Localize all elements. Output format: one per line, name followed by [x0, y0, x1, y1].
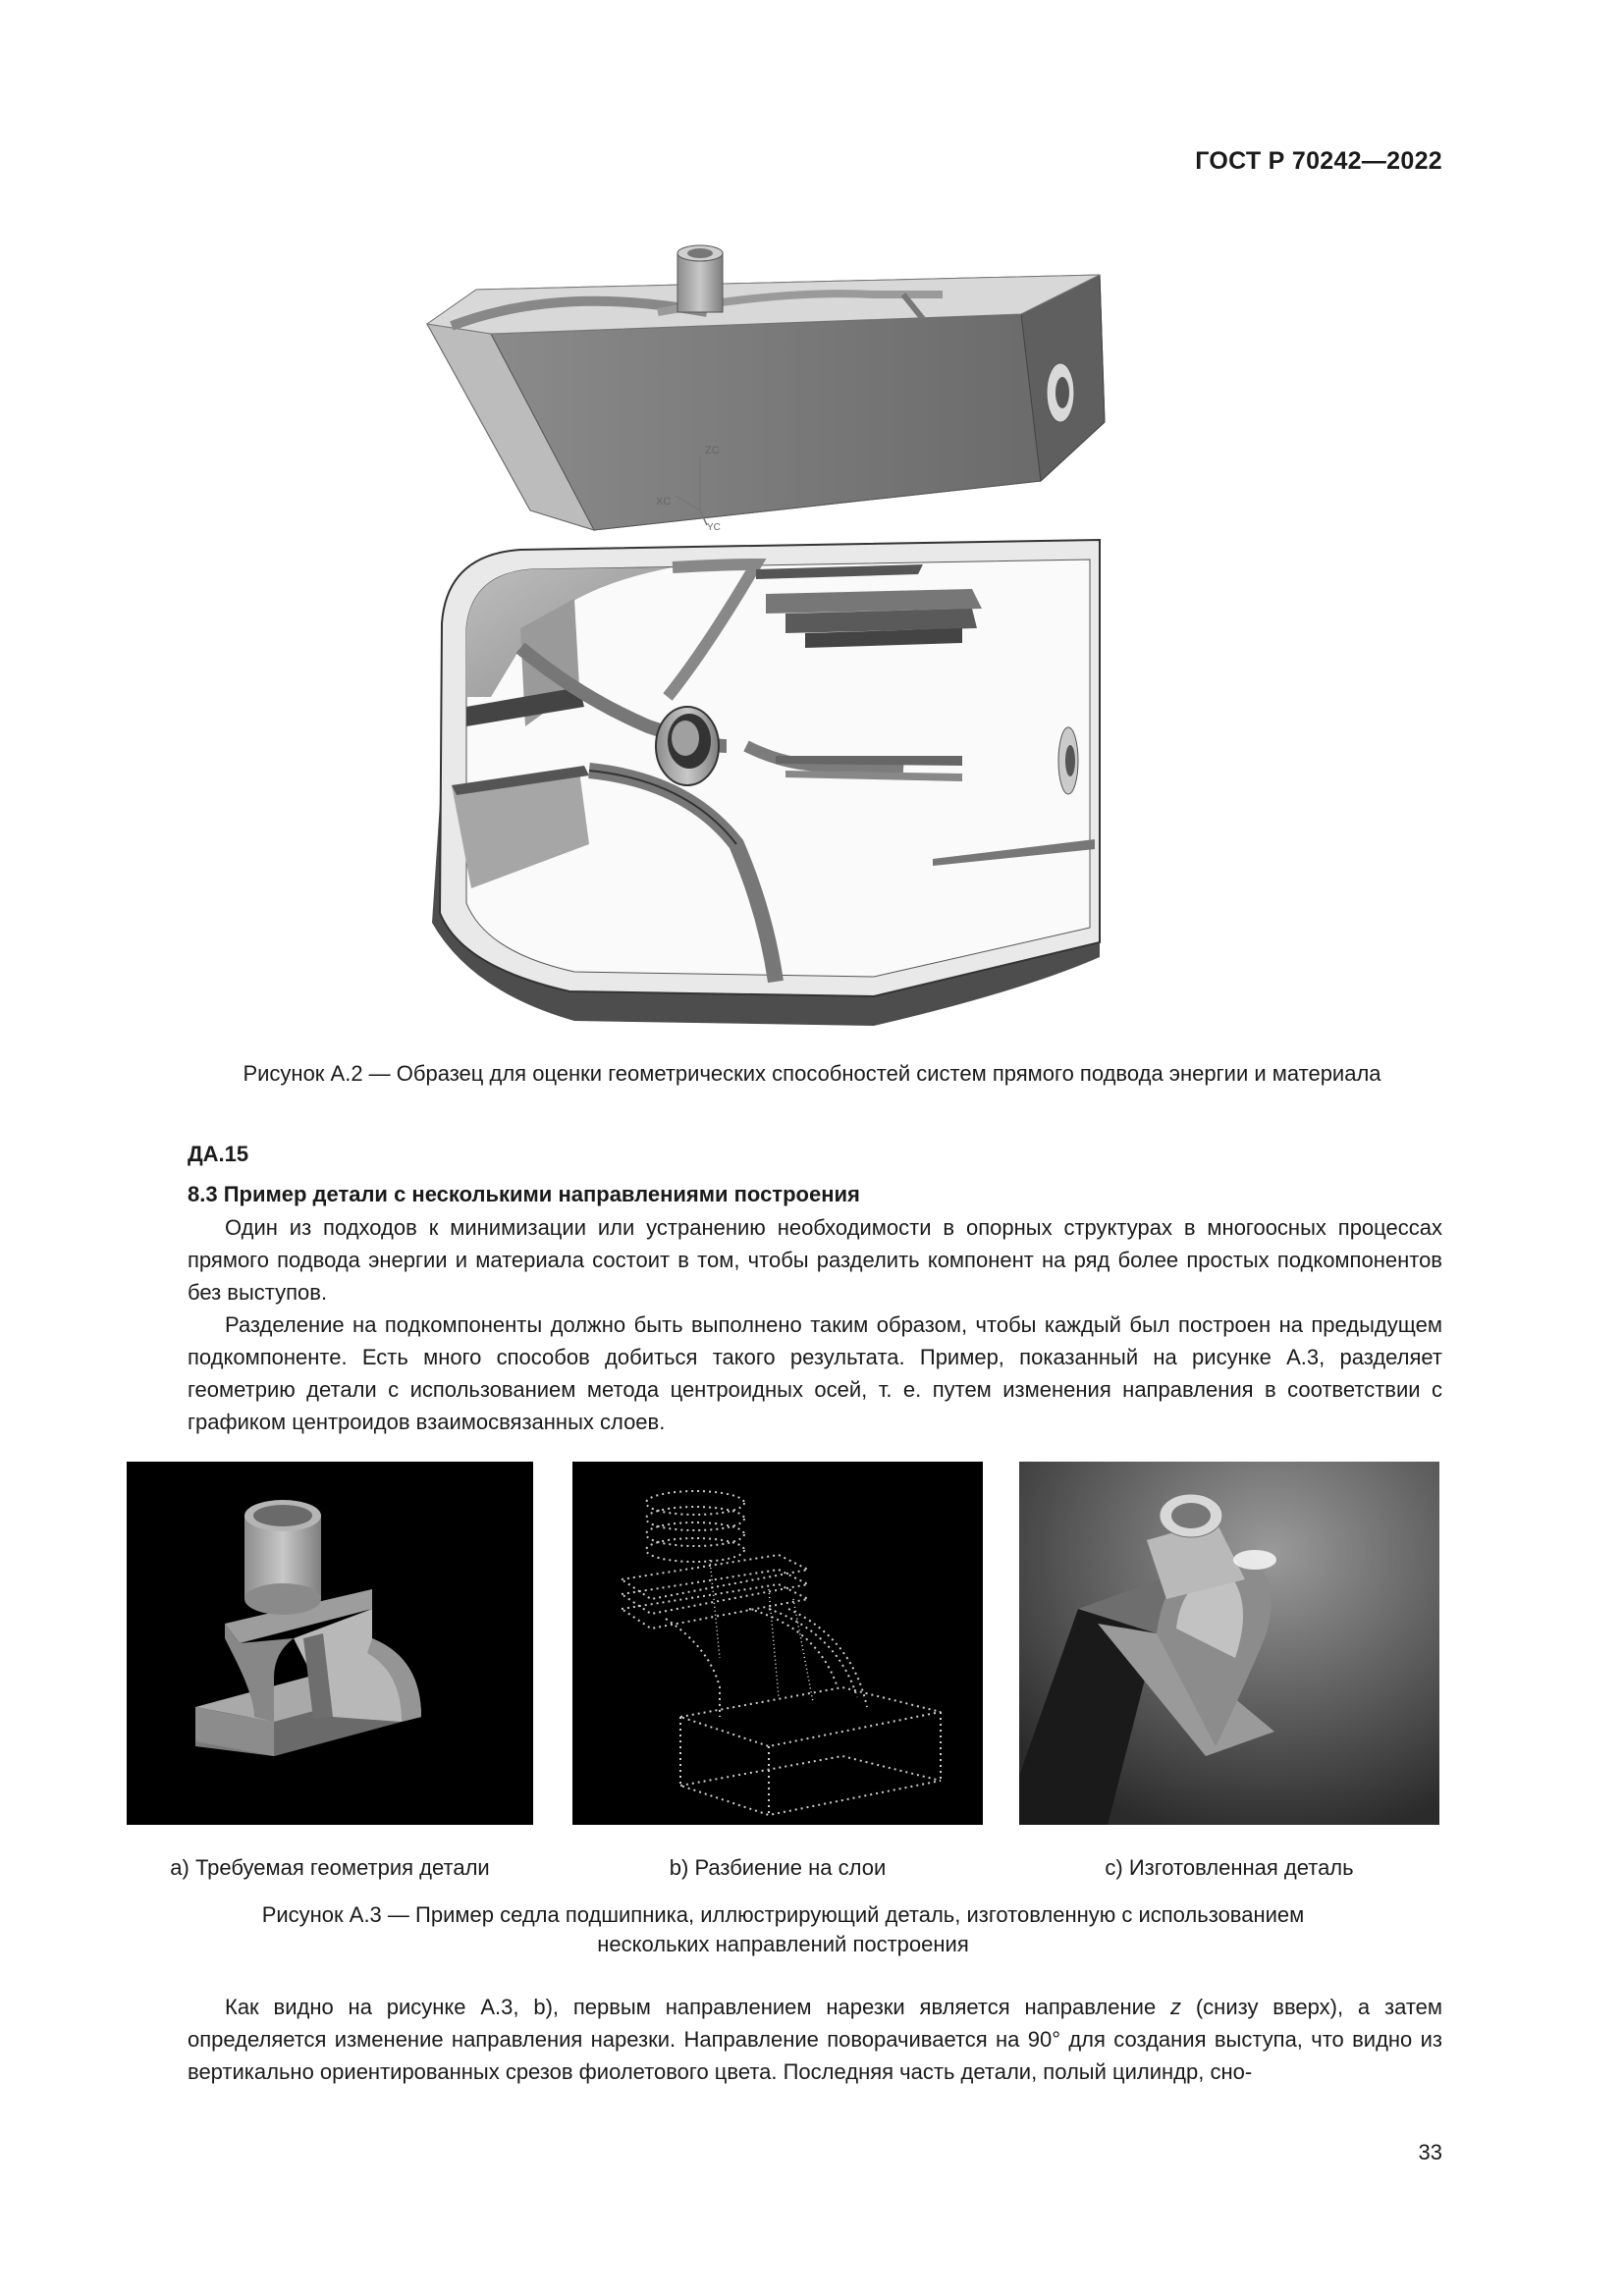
final-paragraph-part2: (снизу вверх), а затем определяется изменение направления нарезки. Направление поворачивается на 90° для создания выступа, что видно из вертикально ориентированных срезов фиолетового цвета. Последняя часть детали, полый цилиндр, сно-: [188, 1995, 1443, 2084]
subcaption-a: a) Требуемая геометрия детали: [170, 1855, 490, 1880]
figure-a3-caption-line1: Рисунок А.3 — Пример седла подшипника, иллюстрирующий деталь, изготовленную с использованием: [261, 1902, 1305, 1927]
paragraph-2: Разделение на подкомпоненты должно быть выполнено таким образом, чтобы каждый был построен на предыдущем подкомпоненте. Есть много способов добиться такого результата. Пример, показанный на рисунке А.3, разделяет геометрию детали с использованием метода центроидных осей, т. е. путем изменения направления в соответствии с графиком центроидов взаимосвязанных слоев.: [188, 1312, 1442, 1434]
figure-a3-image-c: [1019, 1462, 1439, 1825]
page-number: 33: [1418, 2140, 1442, 2164]
final-paragraph: [188, 1991, 1442, 2088]
cad-top-view-part: [427, 245, 1105, 533]
section-label: ДА.15: [188, 1142, 249, 1166]
subcaption-c: c) Изготовленная деталь: [1105, 1855, 1354, 1880]
figure-a2-caption: Рисунок А.2 — Образец для оценки геометрических способностей систем прямого подвода энергии и материала: [243, 1061, 1381, 1086]
subcaption-b: b) Разбиение на слои: [669, 1855, 887, 1880]
section-body: [188, 1211, 1442, 1438]
figure-a3-image-a: [127, 1462, 533, 1825]
cad-bottom-view-part: [432, 540, 1100, 1026]
figure-a2-image: [412, 236, 1159, 1036]
paragraph-1: Один из подходов к минимизации или устранению необходимости в опорных структурах в многоосных процессах прямого подвода энергии и материала состоит в том, чтобы разделить компонент на ряд более простых подкомпонентов без выступов.: [188, 1215, 1442, 1305]
axis-label-xc: XC: [656, 496, 672, 507]
axis-label-zc: ZC: [705, 445, 720, 456]
document-standard-number: ГОСТ Р 70242—2022: [1195, 147, 1442, 175]
axis-label-yc: YC: [707, 522, 721, 533]
figure-a3-image-b: [572, 1462, 983, 1825]
section-title: 8.3 Пример детали с несколькими направлениями построения: [188, 1182, 860, 1206]
final-paragraph-part1: Как видно на рисунке А.3, b), первым направлением нарезки является направление: [225, 1995, 1171, 2019]
figure-a3-caption-line2: нескольких направлений построения: [597, 1932, 969, 1956]
z-direction-symbol: z: [1170, 1995, 1182, 2019]
